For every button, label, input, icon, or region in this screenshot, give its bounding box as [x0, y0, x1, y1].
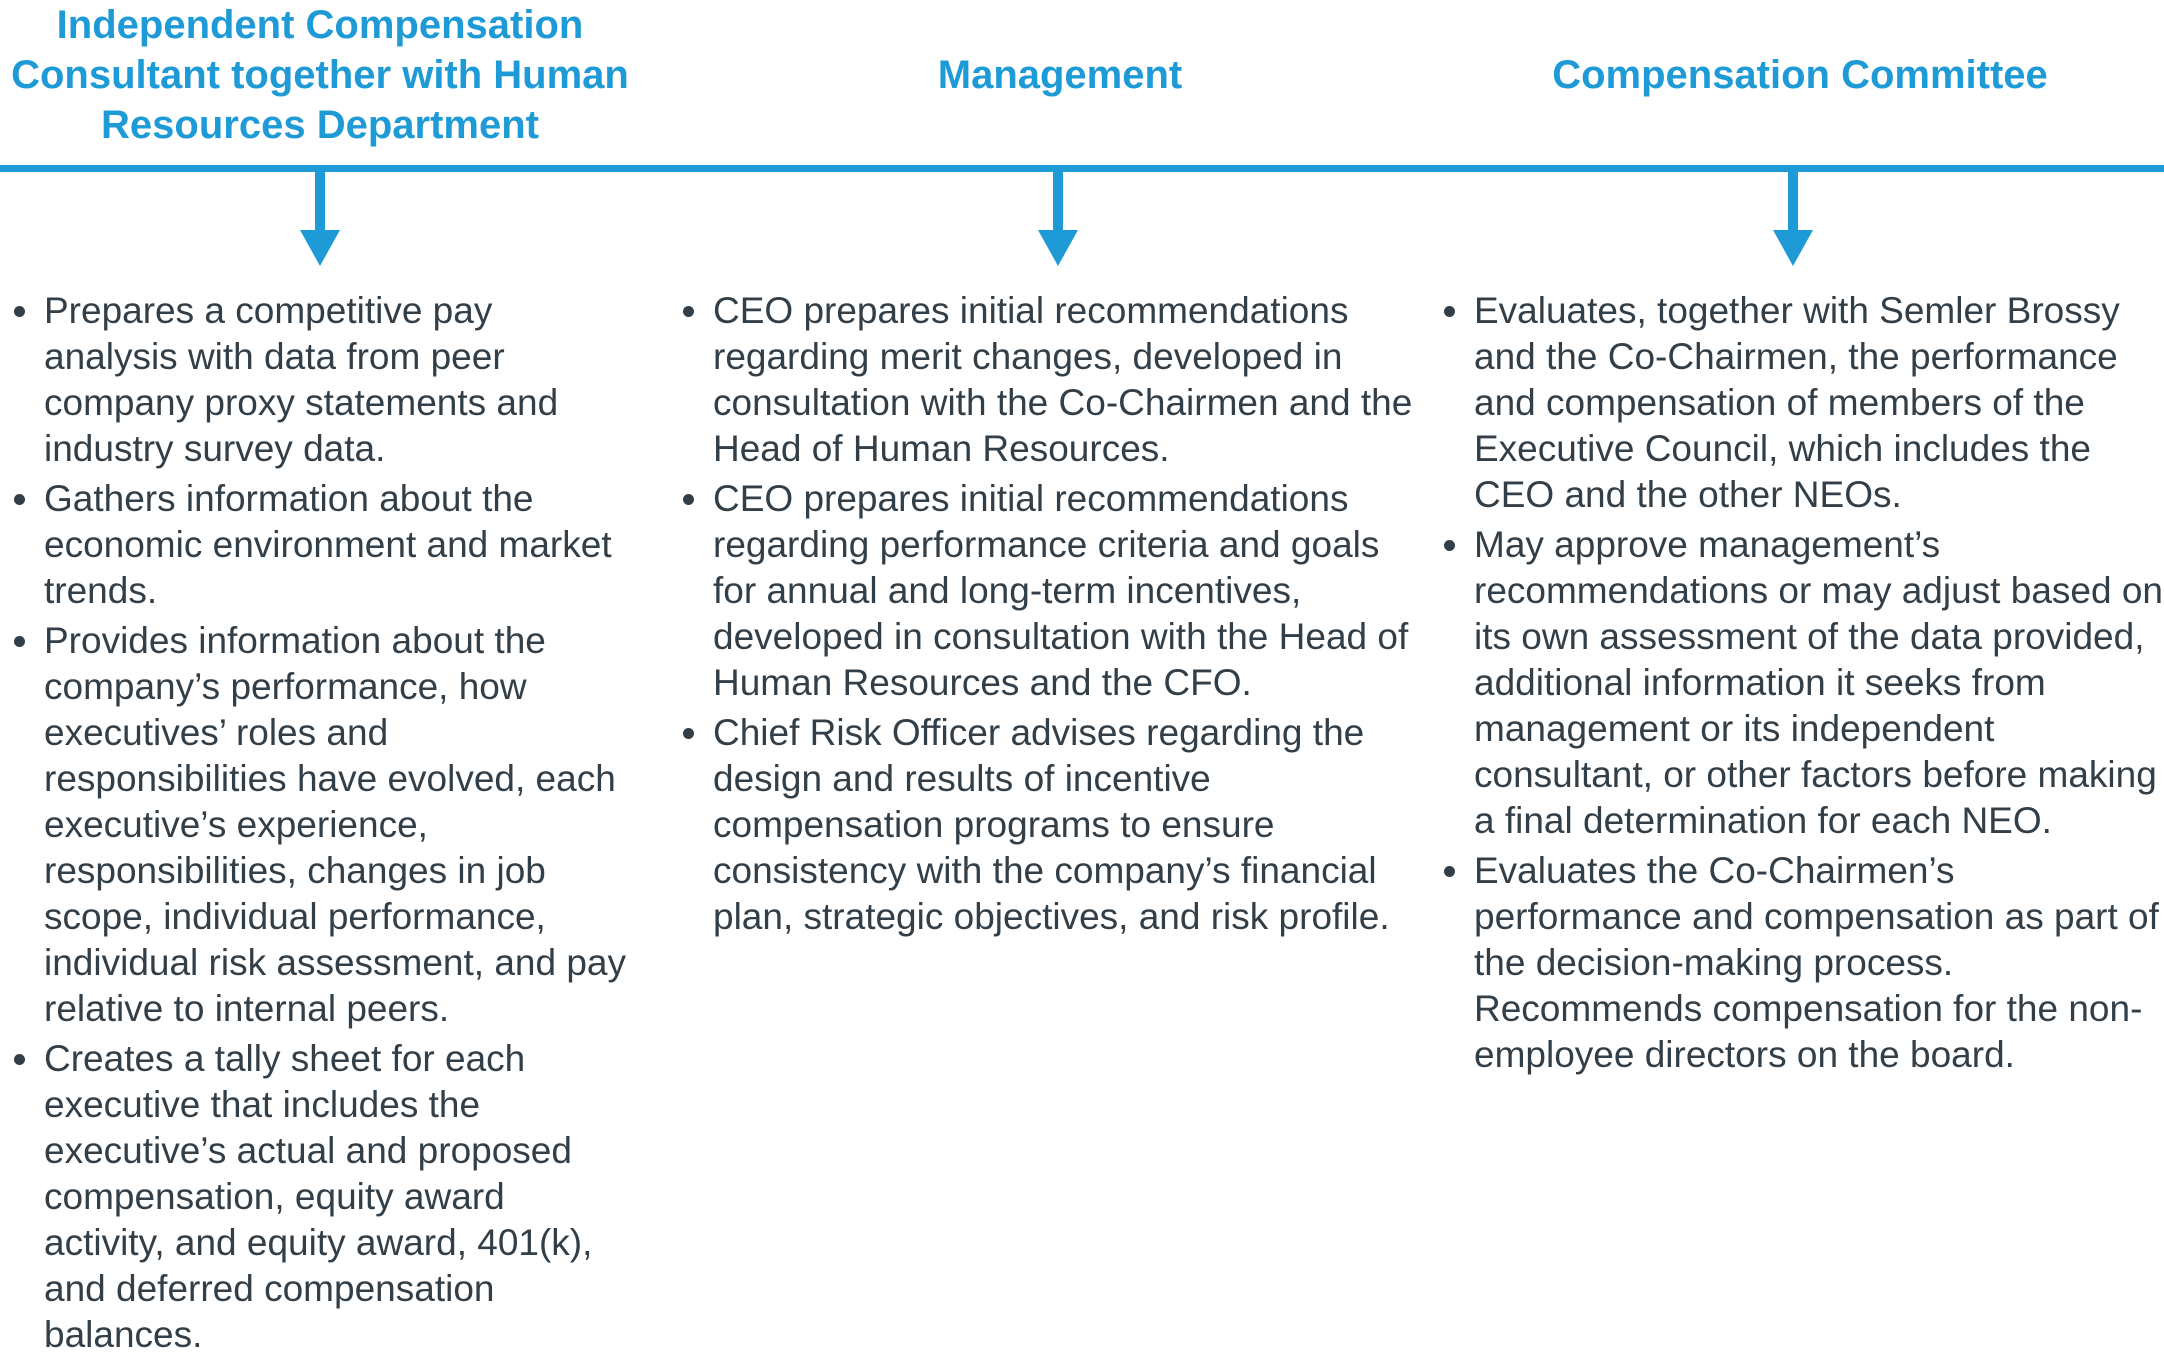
bullet-dot-icon	[1444, 306, 1455, 317]
list-item-text: Provides information about the company’s performance, how executives’ roles and responsibilities have evolved, each executive’s experience, responsibilities, changes in job scope, individual performance, individual risk assessment, and pay relative to internal peers.	[44, 620, 627, 1029]
list-item	[1444, 848, 2164, 1078]
list-item	[14, 1036, 629, 1358]
column-header-compensation-committee-text: Compensation Committee	[1552, 53, 2048, 97]
list-item	[1444, 288, 2164, 518]
list-item	[683, 476, 1413, 706]
list-item-text: Evaluates the Co-Chairmen’s performance and compensation as part of the decision-making process. Recommends compensation for the non-employee directors on the board.	[1474, 850, 2159, 1075]
list-item-text: CEO prepares initial recommendations regarding performance criteria and goals for annual and long-term incentives, developed in consultation with the Head of Human Resources and the CFO.	[713, 478, 1409, 703]
list-item-text: Evaluates, together with Semler Brossy and the Co-Chairmen, the performance and compensation of members of the Executive Council, which includes the CEO and the other NEOs.	[1474, 290, 2120, 515]
column-header-management-text: Management	[937, 53, 1183, 97]
list-item-text: CEO prepares initial recommendations regarding merit changes, developed in consultation with the Co-Chairmen and the Head of Human Resources.	[713, 290, 1413, 469]
bullet-dot-icon	[683, 494, 694, 505]
column-header-compensation-committee	[1490, 0, 2110, 150]
arrow-head	[300, 230, 340, 266]
list-item	[14, 618, 629, 1032]
column-header-consultant-hr-text: Independent Compensation Consultant together with Human Resources Department	[11, 3, 629, 147]
bullet-dot-icon	[14, 306, 25, 317]
list-item-text: May approve management’s recommendations or may adjust based on its own assessment of the data provided, additional information it seeks from management or its independent consultant, or other factors before making a final determination for each NEO.	[1474, 524, 2163, 841]
arrow-down-icon	[300, 172, 340, 266]
bullet-dot-icon	[14, 1054, 25, 1065]
bullet-dot-icon	[1444, 866, 1455, 877]
arrow-stem	[1053, 172, 1063, 234]
list-item-text: Gathers information about the economic environment and market trends.	[44, 478, 612, 611]
list-item-text: Prepares a competitive pay analysis with data from peer company proxy statements and industry survey data.	[44, 290, 559, 469]
bullet-dot-icon	[1444, 540, 1455, 551]
list-item	[1444, 522, 2164, 844]
list-item	[683, 288, 1413, 472]
list-item-text: Creates a tally sheet for each executive that includes the executive’s actual and proposed compensation, equity award activity, and equity award, 401(k), and deferred compensation balances.	[44, 1038, 593, 1355]
list-item	[14, 476, 629, 614]
column-header-consultant-hr	[10, 0, 630, 150]
arrow-down-icon	[1038, 172, 1078, 266]
bullet-dot-icon	[14, 494, 25, 505]
bullet-list-consultant-hr	[14, 288, 629, 1362]
column-header-management	[760, 0, 1360, 150]
list-item	[14, 288, 629, 472]
arrow-down-icon	[1773, 172, 1813, 266]
arrow-stem	[315, 172, 325, 234]
arrow-head	[1773, 230, 1813, 266]
bullet-list-compensation-committee	[1444, 288, 2164, 1082]
arrow-stem	[1788, 172, 1798, 234]
list-item	[683, 710, 1413, 940]
list-item-text: Chief Risk Officer advises regarding the design and results of incentive compensation programs to ensure consistency with the company’s financial plan, strategic objectives, and risk profile.	[713, 712, 1390, 937]
bullet-list-management	[683, 288, 1413, 944]
bullet-dot-icon	[683, 728, 694, 739]
bullet-dot-icon	[14, 636, 25, 647]
arrow-head	[1038, 230, 1078, 266]
timeline-line	[0, 165, 2164, 172]
bullet-dot-icon	[683, 306, 694, 317]
